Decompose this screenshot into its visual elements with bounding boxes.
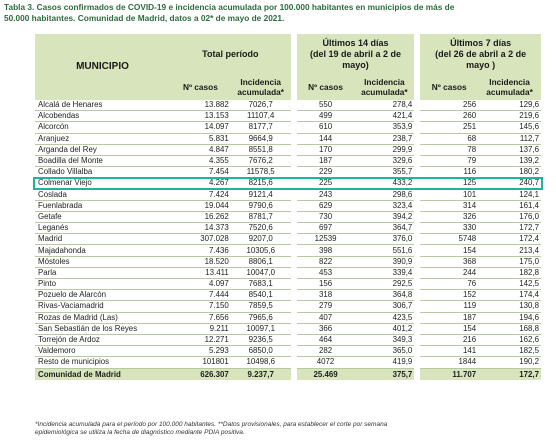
cases-7-cell: 251 — [417, 122, 478, 133]
cases-7-cell: 314 — [417, 200, 478, 211]
total-name: Comunidad de Madrid — [35, 368, 170, 380]
table-row — [35, 144, 541, 155]
total-cases-cell: 7.436 — [170, 245, 231, 256]
cases-14-cell: 225 — [294, 178, 355, 189]
cases-14-cell: 822 — [294, 256, 355, 267]
table-title — [4, 2, 544, 24]
incidence-7-cell: 182,5 — [478, 346, 541, 357]
municipio-name: Boadilla del Monte — [35, 155, 170, 166]
total-incidence-cell: 10047,0 — [231, 267, 294, 278]
cases-7-cell: 326 — [417, 211, 478, 222]
total-incidence-cell: 9236,5 — [231, 334, 294, 345]
incidence-14-cell: 419,9 — [354, 357, 417, 368]
municipio-name: Colmenar Viejo — [35, 178, 170, 189]
total-7-cases: 11.707 — [417, 368, 478, 380]
table-row — [35, 111, 541, 122]
header-14-incidence — [354, 74, 417, 100]
incidence-14-cell: 433,2 — [354, 178, 417, 189]
cases-14-cell: 187 — [294, 155, 355, 166]
incidence-14-cell: 278,4 — [354, 100, 417, 111]
table-row — [35, 122, 541, 133]
incidence-7-cell: 240,7 — [478, 178, 541, 189]
incidence-7-cell: 161,4 — [478, 200, 541, 211]
incidence-14-cell: 423,5 — [354, 312, 417, 323]
municipio-name: Madrid — [35, 234, 170, 245]
incidence-7-cell: 112,7 — [478, 133, 541, 144]
incidence-14-cell: 298,6 — [354, 189, 417, 200]
footnote-line-1: *Incidencia acumulada para el período por 100.000 habitantes. **Datos provisionales, para establecer el corte por semana — [35, 421, 388, 428]
header-14-line-3: mayo) — [342, 59, 369, 70]
municipio-name: Pinto — [35, 279, 170, 290]
incidence-7-cell: 213,4 — [478, 245, 541, 256]
total-cases-cell: 12.271 — [170, 334, 231, 345]
total-cases-cell: 7.454 — [170, 167, 231, 178]
table-row — [35, 323, 541, 334]
municipio-name: Parla — [35, 267, 170, 278]
incidence-14-cell: 401,2 — [354, 323, 417, 334]
total-incidence: 9.237,7 — [231, 368, 294, 380]
incidence-7-cell: 142,5 — [478, 279, 541, 290]
incidence-14-cell: 364,8 — [354, 290, 417, 301]
cases-7-cell: 256 — [417, 100, 478, 111]
total-cases-cell: 16.262 — [170, 211, 231, 222]
footnotes — [35, 421, 545, 437]
incidence-7-cell: 175,0 — [478, 256, 541, 267]
cases-7-cell: 78 — [417, 144, 478, 155]
cases-14-cell: 610 — [294, 122, 355, 133]
cases-14-cell: 464 — [294, 334, 355, 345]
incidence-7-cell: 172,4 — [478, 234, 541, 245]
total-incidence-cell: 10305,6 — [231, 245, 294, 256]
municipio-name: Pozuelo de Alarcón — [35, 290, 170, 301]
incidence-14-cell: 355,7 — [354, 167, 417, 178]
header-incidence-line-1: Incidencia — [489, 77, 530, 87]
table-row — [35, 167, 541, 178]
table-row — [35, 189, 541, 200]
total-cases-cell: 14.373 — [170, 223, 231, 234]
incidence-7-cell: 180,2 — [478, 167, 541, 178]
title-line-1: Tabla 3. Casos confirmados de COVID-19 e incidencia acumulada por 100.000 habitantes en municipios de más de — [4, 2, 455, 12]
header-last-14-days — [294, 34, 418, 74]
total-cases-cell: 14.097 — [170, 122, 231, 133]
total-incidence-cell: 7965,6 — [231, 312, 294, 323]
total-cases-cell: 7.150 — [170, 301, 231, 312]
header-total-cases: Nº casos — [170, 74, 231, 100]
incidence-14-cell: 306,7 — [354, 301, 417, 312]
header-incidence-line-2: acumulada* — [361, 87, 408, 97]
incidence-7-cell: 176,0 — [478, 211, 541, 222]
table-row — [35, 223, 541, 234]
header-incidence-line-1: Incidencia — [240, 77, 281, 87]
total-cases-cell: 4.355 — [170, 155, 231, 166]
total-14-incidence: 375,7 — [354, 368, 417, 380]
total-cases-cell: 5.831 — [170, 133, 231, 144]
total-incidence-cell: 11107,4 — [231, 111, 294, 122]
municipio-name: Leganés — [35, 223, 170, 234]
cases-7-cell: 79 — [417, 155, 478, 166]
municipio-name: Collado Villalba — [35, 167, 170, 178]
table-row — [35, 234, 541, 245]
municipio-name: Torrejón de Ardoz — [35, 334, 170, 345]
table-row — [35, 346, 541, 357]
cases-7-cell: 216 — [417, 334, 478, 345]
header-14-line-1: Últimos 14 días — [322, 37, 389, 48]
header-incidence-line-2: acumulada* — [237, 87, 284, 97]
total-incidence-cell: 9790,6 — [231, 200, 294, 211]
total-incidence-cell: 8215,6 — [231, 178, 294, 189]
incidence-7-cell: 174,4 — [478, 290, 541, 301]
cases-14-cell: 12539 — [294, 234, 355, 245]
cases-14-cell: 243 — [294, 189, 355, 200]
municipio-name: Fuenlabrada — [35, 200, 170, 211]
header-7-incidence — [478, 74, 541, 100]
cases-14-cell: 697 — [294, 223, 355, 234]
total-incidence-cell: 9207,0 — [231, 234, 294, 245]
total-incidence-cell: 8806,1 — [231, 256, 294, 267]
municipio-name: Alcalá de Henares — [35, 100, 170, 111]
municipio-name: Alcobendas — [35, 111, 170, 122]
cases-7-cell: 154 — [417, 323, 478, 334]
incidence-14-cell: 299,9 — [354, 144, 417, 155]
total-cases-cell: 19.044 — [170, 200, 231, 211]
total-incidence-cell: 7026,7 — [231, 100, 294, 111]
incidence-7-cell: 139,2 — [478, 155, 541, 166]
table-row — [35, 200, 541, 211]
table-row — [35, 155, 541, 166]
incidence-7-cell: 172,7 — [478, 223, 541, 234]
municipio-name: Móstoles — [35, 256, 170, 267]
municipio-name: Getafe — [35, 211, 170, 222]
cases-7-cell: 330 — [417, 223, 478, 234]
total-incidence-cell: 7859,5 — [231, 301, 294, 312]
cases-14-cell: 407 — [294, 312, 355, 323]
cases-7-cell: 5748 — [417, 234, 478, 245]
footnote-line-2: epidemiológica se utiliza la fecha de diagnóstico mediante PDIA positiva. — [35, 429, 245, 436]
table-row — [35, 312, 541, 323]
header-7-line-2: (del 26 de abril a 2 de — [435, 48, 527, 59]
total-cases-cell: 7.656 — [170, 312, 231, 323]
table-row — [35, 290, 541, 301]
cases-14-cell: 279 — [294, 301, 355, 312]
header-7-line-1: Últimos 7 días — [450, 37, 512, 48]
incidence-14-cell: 394,2 — [354, 211, 417, 222]
cases-7-cell: 101 — [417, 189, 478, 200]
header-total-incidence — [231, 74, 294, 100]
table-row — [35, 133, 541, 144]
header-municipio: MUNICIPIO — [35, 34, 170, 100]
header-14-line-2: (del 19 de abril a 2 de — [309, 48, 401, 59]
total-cases-cell: 13.882 — [170, 100, 231, 111]
cases-7-cell: 116 — [417, 167, 478, 178]
cases-7-cell: 368 — [417, 256, 478, 267]
incidence-7-cell: 194,6 — [478, 312, 541, 323]
cases-7-cell: 260 — [417, 111, 478, 122]
total-incidence-cell: 8540,1 — [231, 290, 294, 301]
total-incidence-cell: 11578,5 — [231, 167, 294, 178]
incidence-14-cell: 390,9 — [354, 256, 417, 267]
municipio-name: Rivas-Vaciamadrid — [35, 301, 170, 312]
municipio-name: San Sebastián de los Reyes — [35, 323, 170, 334]
total-incidence-cell: 7520,6 — [231, 223, 294, 234]
total-incidence-cell: 8781,7 — [231, 211, 294, 222]
total-7-incidence: 172,7 — [478, 368, 541, 380]
header-last-7-days — [417, 34, 541, 74]
total-incidence-cell: 9121,4 — [231, 189, 294, 200]
municipio-name: Alcorcón — [35, 122, 170, 133]
table-row — [35, 178, 541, 189]
incidence-14-cell: 365,0 — [354, 346, 417, 357]
incidence-7-cell: 129,6 — [478, 100, 541, 111]
cases-14-cell: 629 — [294, 200, 355, 211]
total-cases-cell: 101801 — [170, 357, 231, 368]
incidence-14-cell: 353,9 — [354, 122, 417, 133]
incidence-14-cell: 323,4 — [354, 200, 417, 211]
table-row — [35, 301, 541, 312]
total-incidence-cell: 8551,8 — [231, 144, 294, 155]
municipio-name: Majadahonda — [35, 245, 170, 256]
incidence-14-cell: 329,6 — [354, 155, 417, 166]
cases-14-cell: 229 — [294, 167, 355, 178]
cases-14-cell: 144 — [294, 133, 355, 144]
table-row — [35, 267, 541, 278]
table-body — [35, 100, 541, 368]
total-row — [35, 368, 541, 380]
incidence-14-cell: 238,7 — [354, 133, 417, 144]
total-cases-cell: 18.520 — [170, 256, 231, 267]
total-cases-cell: 13.411 — [170, 267, 231, 278]
header-7-line-3: mayo ) — [466, 59, 496, 70]
table-row — [35, 245, 541, 256]
incidence-7-cell: 130,8 — [478, 301, 541, 312]
cases-7-cell: 1844 — [417, 357, 478, 368]
municipio-name: Arganda del Rey — [35, 144, 170, 155]
cases-7-cell: 152 — [417, 290, 478, 301]
municipio-name: Aranjuez — [35, 133, 170, 144]
cases-14-cell: 4072 — [294, 357, 355, 368]
cases-14-cell: 453 — [294, 267, 355, 278]
total-incidence-cell: 6850,0 — [231, 346, 294, 357]
total-14-cases: 25.469 — [294, 368, 355, 380]
table-row — [35, 357, 541, 368]
table-row — [35, 334, 541, 345]
total-cases-cell: 13.153 — [170, 111, 231, 122]
incidence-14-cell: 551,6 — [354, 245, 417, 256]
incidence-7-cell: 190,2 — [478, 357, 541, 368]
incidence-7-cell: 162,6 — [478, 334, 541, 345]
incidence-7-cell: 137,6 — [478, 144, 541, 155]
total-cases: 626.307 — [170, 368, 231, 380]
header-incidence-line-2: acumulada* — [486, 87, 533, 97]
cases-14-cell: 170 — [294, 144, 355, 155]
table-row — [35, 100, 541, 111]
table-row — [35, 211, 541, 222]
cases-14-cell: 282 — [294, 346, 355, 357]
incidence-7-cell: 182,8 — [478, 267, 541, 278]
incidence-14-cell: 339,4 — [354, 267, 417, 278]
cases-14-cell: 366 — [294, 323, 355, 334]
incidence-7-cell: 219,6 — [478, 111, 541, 122]
header-incidence-line-1: Incidencia — [364, 77, 405, 87]
cases-7-cell: 68 — [417, 133, 478, 144]
cases-7-cell: 154 — [417, 245, 478, 256]
cases-7-cell: 187 — [417, 312, 478, 323]
incidence-14-cell: 364,7 — [354, 223, 417, 234]
cases-7-cell: 125 — [417, 178, 478, 189]
total-cases-cell: 5.293 — [170, 346, 231, 357]
municipio-name: Rozas de Madrid (Las) — [35, 312, 170, 323]
table-row — [35, 256, 541, 267]
total-incidence-cell: 10097,1 — [231, 323, 294, 334]
cases-14-cell: 499 — [294, 111, 355, 122]
cases-14-cell: 156 — [294, 279, 355, 290]
cases-14-cell: 550 — [294, 100, 355, 111]
cases-14-cell: 398 — [294, 245, 355, 256]
incidence-7-cell: 168,8 — [478, 323, 541, 334]
municipio-name: Coslada — [35, 189, 170, 200]
header-total-period: Total período — [170, 34, 294, 74]
cases-7-cell: 244 — [417, 267, 478, 278]
total-cases-cell: 4.267 — [170, 178, 231, 189]
total-incidence-cell: 8177,7 — [231, 122, 294, 133]
header-14-cases: Nº casos — [294, 74, 355, 100]
incidence-7-cell: 124,1 — [478, 189, 541, 200]
total-cases-cell: 7.444 — [170, 290, 231, 301]
covid-municipalities-table — [35, 34, 541, 380]
cases-7-cell: 119 — [417, 301, 478, 312]
cases-7-cell: 76 — [417, 279, 478, 290]
total-cases-cell: 7.424 — [170, 189, 231, 200]
incidence-7-cell: 145,6 — [478, 122, 541, 133]
total-incidence-cell: 7676,2 — [231, 155, 294, 166]
total-cases-cell: 9.211 — [170, 323, 231, 334]
total-cases-cell: 307.028 — [170, 234, 231, 245]
cases-14-cell: 318 — [294, 290, 355, 301]
table-row — [35, 279, 541, 290]
municipio-name: Resto de municipios — [35, 357, 170, 368]
incidence-14-cell: 292,5 — [354, 279, 417, 290]
cases-7-cell: 141 — [417, 346, 478, 357]
cases-14-cell: 730 — [294, 211, 355, 222]
total-incidence-cell: 7683,1 — [231, 279, 294, 290]
title-line-2: 50.000 habitantes. Comunidad de Madrid, datos a 02* de mayo de 2021. — [4, 13, 285, 23]
total-cases-cell: 4.847 — [170, 144, 231, 155]
header-7-cases: Nº casos — [417, 74, 478, 100]
incidence-14-cell: 349,3 — [354, 334, 417, 345]
total-incidence-cell: 9664,9 — [231, 133, 294, 144]
incidence-14-cell: 421,4 — [354, 111, 417, 122]
total-cases-cell: 4.097 — [170, 279, 231, 290]
incidence-14-cell: 376,0 — [354, 234, 417, 245]
total-incidence-cell: 10498,6 — [231, 357, 294, 368]
municipio-name: Valdemoro — [35, 346, 170, 357]
